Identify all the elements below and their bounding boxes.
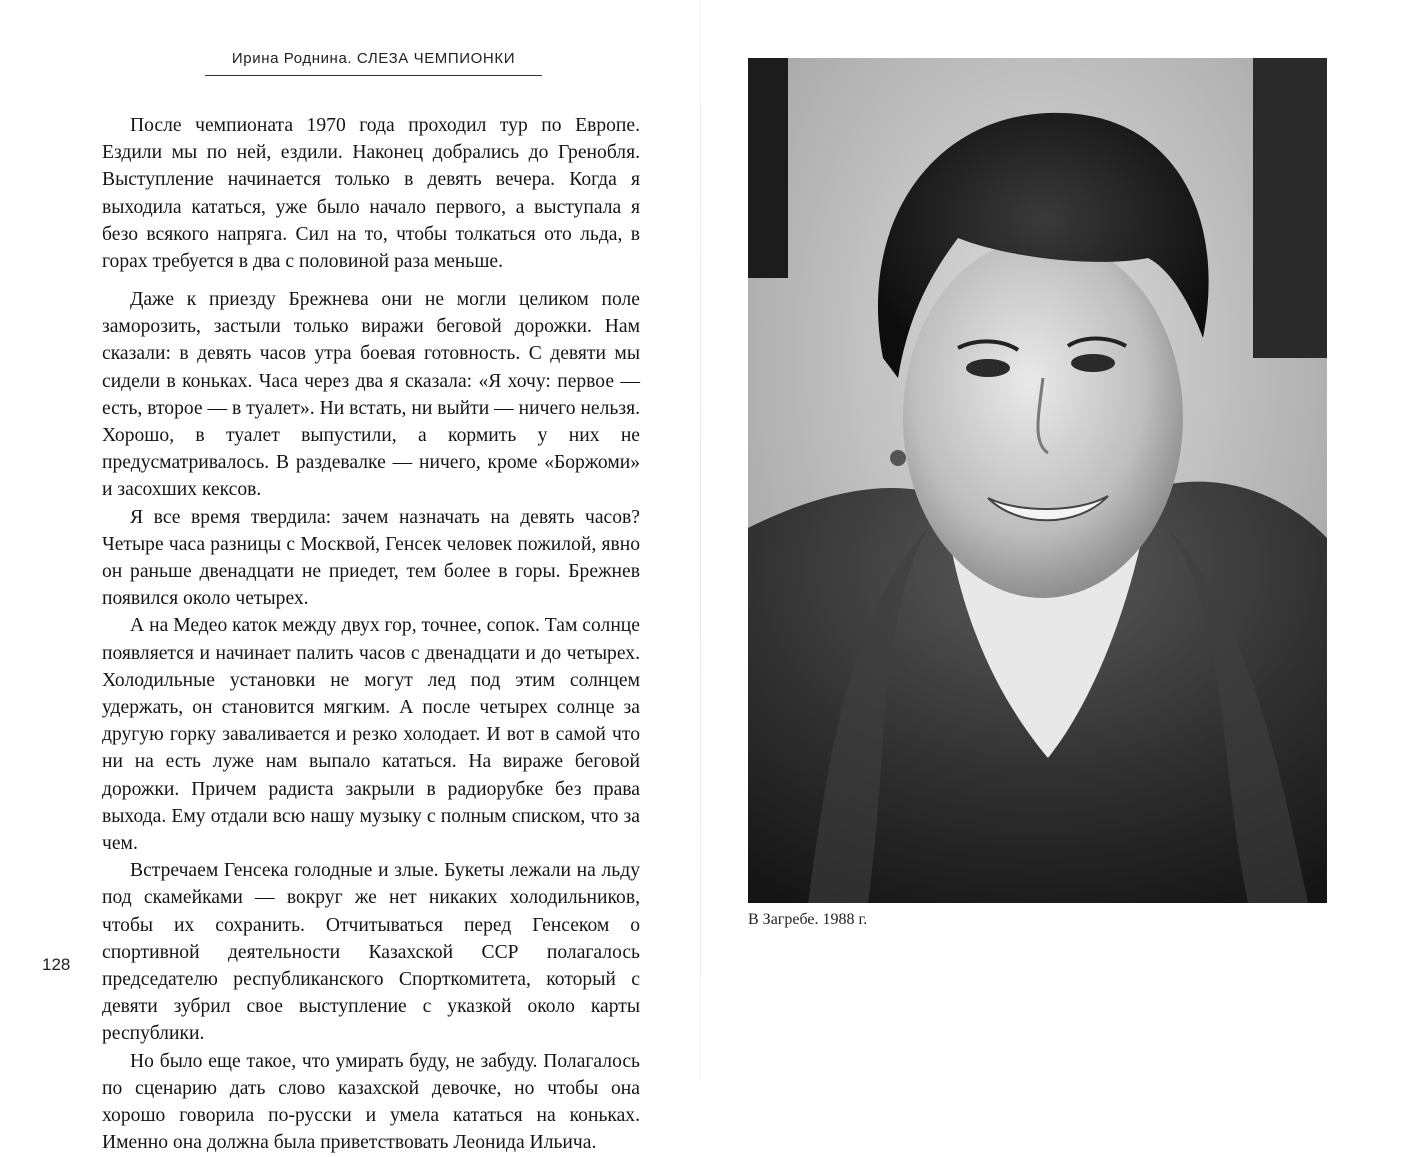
text-section-1 bbox=[102, 112, 640, 275]
paragraph: А на Медео каток между двух гор, точнее, сопок. Там солнце появляется и начинает палить часов с двенадцати и до четырех. Холодильные установки не могут лед под этим солнцем удержать, он становится мягким. А после четырех солнце за другую горку заваливается и резко холодает. И вот в самой что ни на есть луже нам выпало кататься. На вираже беговой дорожки. Причем радиста закрыли в радиорубке без права выхода. Ему отдали всю нашу музыку с полным списком, что за чем. bbox=[102, 615, 640, 855]
paragraph: Я все время твердила: зачем назначать на девять часов? Четыре часа разницы с Москвой, Генсек человек пожилой, явно он раньше двенадцати не приедет, тем более в горы. Брежнев появился около четырех. bbox=[102, 506, 640, 610]
text-section-2 bbox=[102, 286, 640, 1157]
portrait-photo-icon bbox=[748, 58, 1327, 903]
running-header: Ирина Роднина. СЛЕЗА ЧЕМПИОНКИ bbox=[205, 50, 542, 76]
page-gutter bbox=[700, 0, 701, 1080]
page-number: 128 bbox=[42, 955, 71, 974]
paragraph: Но было еще такое, что умирать буду, не забуду. Полагалось по сценарию дать слово казахской девочке, но чтобы она хорошо говорила по-русски и умела кататься на коньках. Именно она должна была приветствовать Леонида Ильича. bbox=[102, 1050, 640, 1154]
paragraph: Даже к приезду Брежнева они не могли целиком поле заморозить, застыли только виражи беговой дорожки. Нам сказали: в девять часов утра боевая готовность. С девяти мы сидели в коньках. Часа через два я сказала: «Я хочу: первое — есть, второе — в туалет». Ни встать, ни выйти — ничего нельзя. Хорошо, в туалет выпустили, а кормить у них не предусматривалось. В раздевалке — ничего, кроме «Боржоми» и засохших кексов. bbox=[102, 289, 640, 501]
paragraph: После чемпионата 1970 года проходил тур по Европе. Ездили мы по ней, ездили. Наконец добрались до Гренобля. Выступление начинается только в девять вечера. Когда я выходила кататься, уже было начало первого, а выступала я безо всякого напряга. Сил на то, чтобы толкаться ото льда, в горах требуется в два с половиной раза меньше. bbox=[102, 115, 640, 273]
paragraph: Встречаем Генсека голодные и злые. Букеты лежали на льду под скамейками — вокруг же нет никаких холодильников, чтобы их сохранить. Отчитываться перед Генсеком о спортивной деятельности Казахской ССР полагалось председателю республиканского Спорткомитета, который с девяти зубрил свое выступление с указкой около карты республики. bbox=[102, 860, 640, 1045]
photo-caption: В Загребе. 1988 г. bbox=[748, 911, 868, 928]
